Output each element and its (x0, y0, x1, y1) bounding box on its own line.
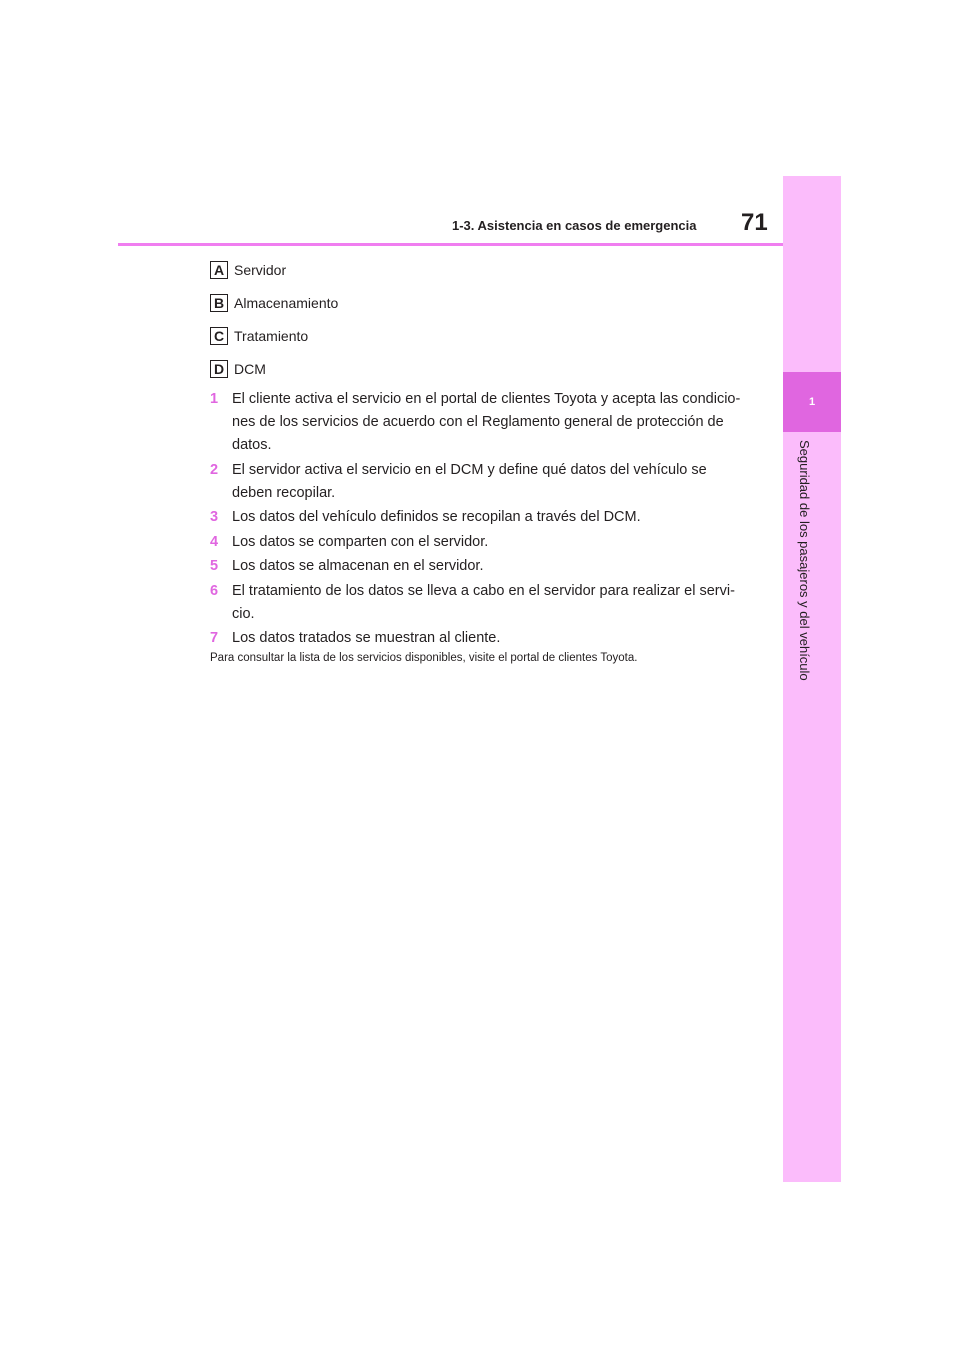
step-item (210, 580, 750, 626)
chapter-title: Seguridad de los pasajeros y del vehículo (797, 440, 812, 681)
step-item (210, 388, 750, 457)
step-number: 2 (210, 461, 219, 478)
legend-item-a (210, 260, 286, 280)
legend-item-b (210, 293, 338, 313)
legend-item-c (210, 326, 308, 346)
step-text: Los datos se almacenan en el servidor. (232, 558, 484, 574)
chapter-number: 1 (808, 396, 816, 408)
step-text: El servidor activa el servicio en el DCM y define qué datos del vehículo se deben recopilar. (232, 461, 707, 501)
step-number: 5 (210, 558, 219, 574)
step-text: El tratamiento de los datos se lleva a cabo en el servidor para realizar el servi-cio. (232, 582, 735, 622)
step-number: 1 (210, 391, 219, 407)
step-number: 3 (210, 509, 219, 525)
step-text: Los datos se comparten con el servidor. (232, 533, 489, 550)
legend-label: DCM (234, 361, 266, 377)
step-item (210, 627, 750, 650)
section-title: 1-3. Asistencia en casos de emergencia (452, 218, 697, 233)
legend-label: Almacenamiento (234, 295, 339, 311)
step-number: 6 (210, 582, 219, 599)
step-text: El cliente activa el servicio en el portal de clientes Toyota y acepta las condicio-nes de los servicios de acuerdo con el Reglamento general de protección de datos. (232, 391, 741, 453)
header-divider (118, 243, 783, 246)
page-number: 71 (741, 209, 768, 236)
chapter-side-tab (783, 176, 841, 1182)
legend-key-box: C (210, 327, 228, 345)
legend-key-box: D (210, 360, 228, 378)
legend-item-d (210, 359, 266, 379)
legend-label: Tratamiento (234, 328, 309, 344)
step-item (210, 459, 750, 505)
footnote: Para consultar la lista de los servicios disponibles, visite el portal de clientes Toyota. (210, 652, 638, 664)
step-text: Los datos tratados se muestran al cliente. (232, 630, 501, 646)
step-item (210, 506, 750, 529)
step-number: 4 (210, 533, 219, 550)
step-number: 7 (210, 630, 219, 646)
step-text: Los datos del vehículo definidos se recopilan a través del DCM. (232, 509, 641, 525)
step-item (210, 555, 750, 578)
legend-label: Servidor (234, 262, 287, 278)
steps-list (210, 388, 750, 652)
chapter-number-block (783, 372, 841, 432)
legend-key-box: B (210, 294, 228, 312)
step-item (210, 531, 750, 554)
legend-key-box: A (210, 261, 228, 279)
